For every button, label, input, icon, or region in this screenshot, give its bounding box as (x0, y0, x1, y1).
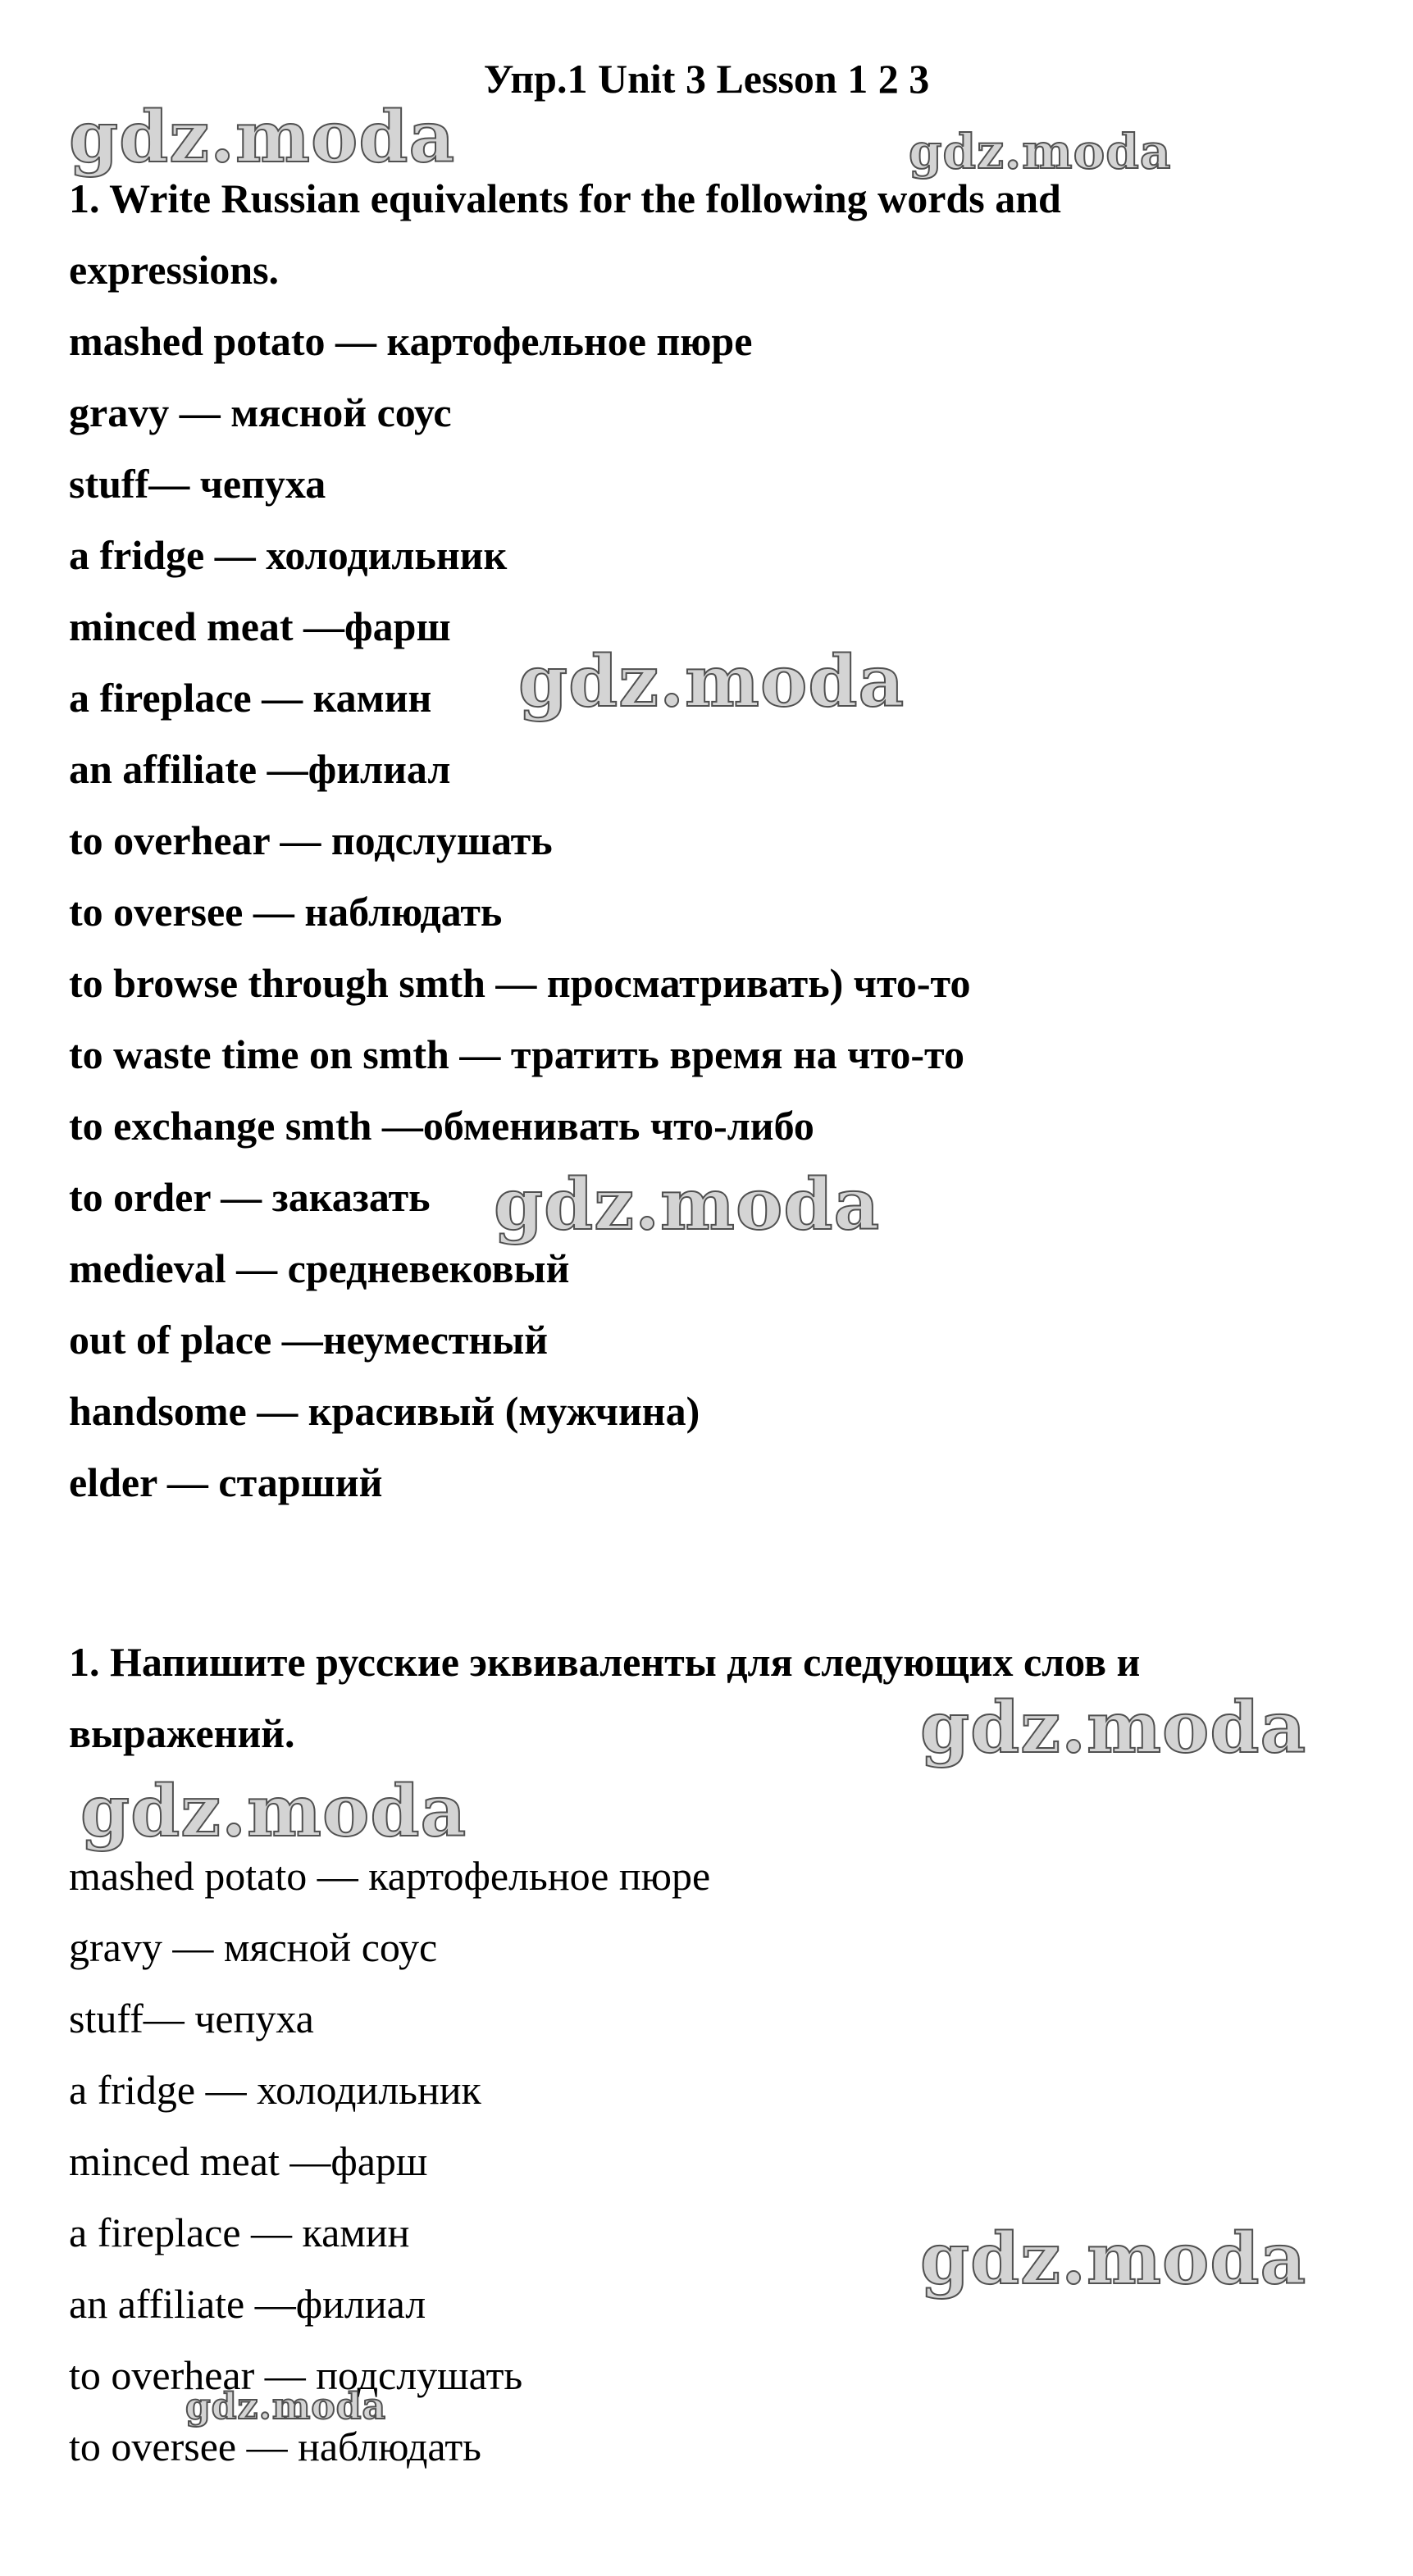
watermark-logo: gdz.moda (518, 640, 905, 723)
list-item: to waste time on smth — тратить время на что-то (69, 1031, 964, 1077)
list-item: mashed potato — картофельное пюре (69, 1853, 711, 1899)
list-item: to browse through smth — просматривать) что-то (69, 960, 971, 1006)
russian-heading-line-2: выражений. (69, 1710, 295, 1756)
watermark-logo: gdz.moda (909, 124, 1172, 180)
watermark-logo: gdz.moda (185, 2386, 387, 2428)
list-item: gravy — мясной соус (69, 389, 452, 435)
list-item: to exchange smth —обменивать что-либо (69, 1103, 814, 1149)
list-item: mashed potato — картофельное пюре (69, 318, 753, 364)
list-item: minced meat —фарш (69, 2138, 428, 2184)
list-item: to overhear — подслушать (69, 2352, 523, 2398)
list-item: gravy — мясной соус (69, 1924, 438, 1970)
list-item: to oversee — наблюдать (69, 889, 503, 935)
list-item: to oversee — наблюдать (69, 2424, 481, 2469)
list-item: stuff— чепуха (69, 1996, 314, 2041)
list-item: to overhear — подслушать (69, 817, 553, 863)
watermark-logo: gdz.moda (920, 2218, 1307, 2301)
list-item: a fireplace — камин (69, 2210, 410, 2255)
english-heading-line-2: expressions. (69, 247, 280, 293)
list-item: handsome — красивый (мужчина) (69, 1388, 700, 1434)
list-item: elder — старший (69, 1459, 383, 1505)
page-title: Упр.1 Unit 3 Lesson 1 2 3 (483, 56, 930, 102)
watermark-logo: gdz.moda (920, 1686, 1307, 1769)
watermark-logo: gdz.moda (494, 1163, 881, 1246)
list-item: out of place —неуместный (69, 1317, 549, 1363)
list-item: stuff— чепуха (69, 461, 326, 507)
list-item: a fridge — холодильник (69, 532, 508, 578)
russian-heading-line-1: 1. Напишите русские эквиваленты для следующих слов и (69, 1639, 1141, 1685)
list-item: to order — заказать (69, 1174, 431, 1220)
list-item: a fridge — холодильник (69, 2067, 481, 2113)
list-item: an affiliate —филиал (69, 2281, 426, 2327)
list-item: minced meat —фарш (69, 603, 451, 649)
list-item: an affiliate —филиал (69, 746, 451, 792)
watermark-logo: gdz.moda (80, 1770, 467, 1853)
watermark-logo: gdz.moda (69, 96, 456, 179)
list-item: medieval — средневековый (69, 1245, 570, 1291)
list-item: a fireplace — камин (69, 675, 432, 721)
english-heading-line-1: 1. Write Russian equivalents for the following words and (69, 175, 1061, 221)
